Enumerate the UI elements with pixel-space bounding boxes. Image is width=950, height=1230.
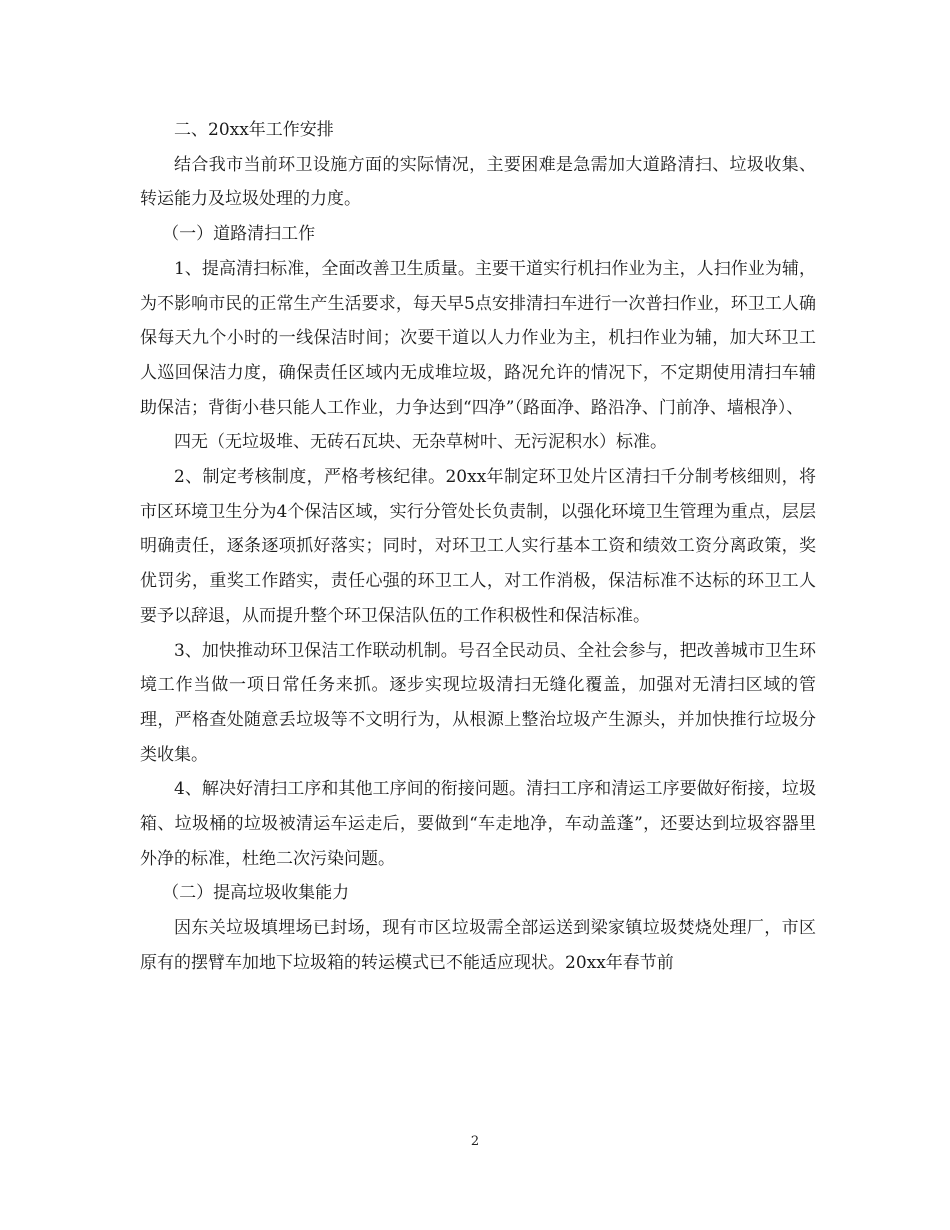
body-paragraph: 2、制定考核制度，严格考核纪律。20xx年制定环卫处片区清扫千分制考核细则，将市区环境卫生分为4个保洁区域，实行分管处长负责制，以强化环境卫生管理为重点，层层明确责任，逐条逐项抓好落实；同时，对环卫工人实行基本工资和绩效工资分离政策，奖优罚劣，重奖工作踏实，责任心强的环卫工人，对工作消极，保洁标准不达标的环卫工人要予以辞退，从而提升整个环卫保洁队伍的工作积极性和保洁标准。 <box>140 467 816 626</box>
body-paragraph: 4、解决好清扫工序和其他工序间的衔接问题。清扫工序和清运工序要做好衔接，垃圾箱、垃圾桶的垃圾被清运车运走后，要做到“车走地净，车动盖蓬”，还要达到垃圾容器里外净的标准，杜绝二次污染问题。 <box>140 779 816 869</box>
page-number: 2 <box>470 1134 480 1149</box>
body-paragraph: 1、提高清扫标准，全面改善卫生质量。主要干道实行机扫作业为主，人扫作业为辅，为不影响市民的正常生产生活要求，每天早5点安排清扫车进行一次普扫作业，环卫工人确保每天九个小时的一线保洁时间；次要干道以人力作业为主，机扫作业为辅，加大环卫工人巡回保洁力度，确保责任区域内无成堆垃圾，路况允许的情况下，不定期使用清扫车辅助保洁；背街小巷只能人工作业，力争达到“四净”（路面净、路沿净、门前净、墙根净）、 <box>140 258 816 418</box>
body-paragraph: 结合我市当前环卫设施方面的实际情况，主要困难是急需加大道路清扫、垃圾收集、转运能力及垃圾处理的力度。 <box>140 154 816 210</box>
body-paragraph: 因东关垃圾填埋场已封场，现有市区垃圾需全部运送到梁家镇垃圾焚烧处理厂，市区原有的摆臂车加地下垃圾箱的转运模式已不能适应现状。20xx年春节前 <box>140 918 816 973</box>
document-body <box>140 113 816 981</box>
subsection-heading: （一）道路清扫工作 <box>162 224 316 245</box>
subsection-heading: （二）提高垃圾收集能力 <box>162 883 350 904</box>
body-paragraph: 3、加快推动环卫保洁工作联动机制。号召全民动员、全社会参与，把改善城市卫生环境工作当做一项日常任务来抓。逐步实现垃圾清扫无缝化覆盖，加强对无清扫区域的管理，严格查处随意丢垃圾等不文明行为，从根源上整治垃圾产生源头，并加快推行垃圾分类收集。 <box>140 640 816 765</box>
section-heading: 二、20xx年工作安排 <box>174 120 334 140</box>
body-paragraph: 四无（无垃圾堆、无砖石瓦块、无杂草树叶、无污泥积水）标准。 <box>174 432 667 453</box>
